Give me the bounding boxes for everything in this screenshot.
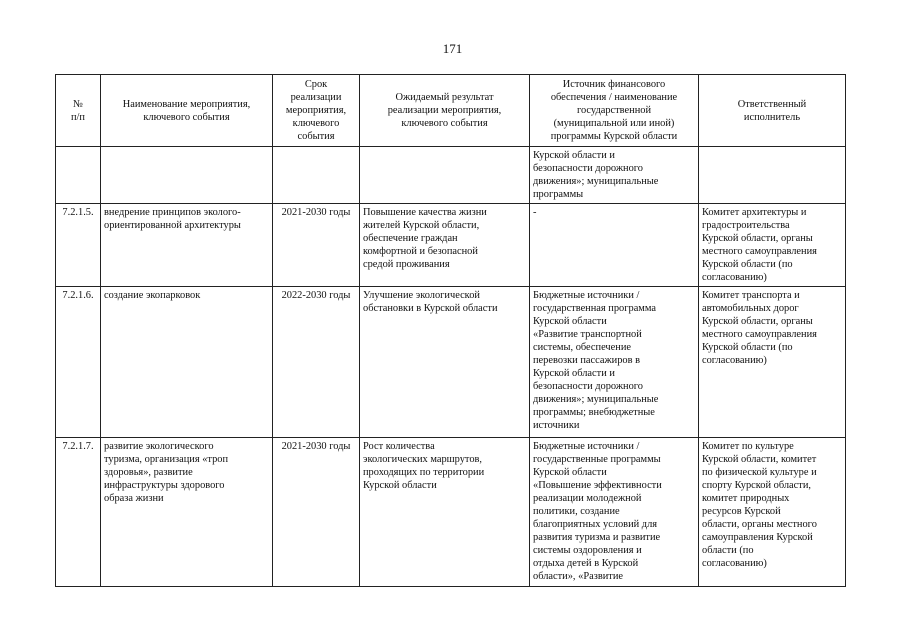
row-period: [273, 147, 360, 204]
row-name: [101, 147, 273, 204]
row-executor: [699, 147, 846, 204]
header-period: Срок реализации мероприятия, ключевого события: [273, 75, 360, 147]
row-source: -: [530, 204, 699, 287]
row-period: 2021-2030 годы: [273, 438, 360, 587]
row-name: создание экопарковок: [101, 287, 273, 438]
row-name: развитие экологического туризма, организация «троп здоровья», развитие инфраструктуры здорового образа жизни: [101, 438, 273, 587]
row-result: Повышение качества жизни жителей Курской области, обеспечение граждан комфортной и безопасной средой проживания: [360, 204, 530, 287]
row-result: [360, 147, 530, 204]
table-row: [56, 287, 846, 438]
row-result: Рост количества экологических маршрутов, проходящих по территории Курской области: [360, 438, 530, 587]
table-row: [56, 147, 846, 204]
row-period: 2022-2030 годы: [273, 287, 360, 438]
row-num: 7.2.1.7.: [56, 438, 101, 587]
row-executor: Комитет транспорта и автомобильных дорог Курской области, органы местного самоуправления Курской области (по согласованию): [699, 287, 846, 438]
row-executor: Комитет по культуре Курской области, комитет по физической культуре и спорту Курской области, комитет природных ресурсов Курской области, органы местного самоуправления Курской области (по согласованию): [699, 438, 846, 587]
header-num: № п/п: [56, 75, 101, 147]
row-num: [56, 147, 101, 204]
row-num: 7.2.1.6.: [56, 287, 101, 438]
table-row: [56, 204, 846, 287]
row-executor: Комитет архитектуры и градостроительства Курской области, органы местного самоуправления Курской области (по согласованию): [699, 204, 846, 287]
row-result: Улучшение экологической обстановки в Курской области: [360, 287, 530, 438]
row-source: Бюджетные источники / государственная программа Курской области «Развитие транспортной системы, обеспечение перевозки пассажиров в Курской области и безопасности дорожного движения»; муниципальные программы; внебюджетные источники: [530, 287, 699, 438]
row-period: 2021-2030 годы: [273, 204, 360, 287]
row-name: внедрение принципов эколого- ориентированной архитектуры: [101, 204, 273, 287]
page-number: 171: [442, 41, 463, 56]
table-row: [56, 438, 846, 587]
row-num: 7.2.1.5.: [56, 204, 101, 287]
header-result: Ожидаемый результат реализации мероприятия, ключевого события: [360, 75, 530, 147]
measures-table: [55, 74, 846, 587]
header-name: Наименование мероприятия, ключевого события: [101, 75, 273, 147]
header-source: Источник финансового обеспечения / наименование государственной (муниципальной или иной) программы Курской области: [530, 75, 699, 147]
table-header-row: [56, 75, 846, 147]
row-source: Курской области и безопасности дорожного движения»; муниципальные программы: [530, 147, 699, 204]
header-executor: Ответственный исполнитель: [699, 75, 846, 147]
row-source: Бюджетные источники / государственные программы Курской области «Повышение эффективности реализации молодежной политики, создание благоприятных условий для развития туризма и развитие системы оздоровления и отдыха детей в Курской области», «Развитие: [530, 438, 699, 587]
